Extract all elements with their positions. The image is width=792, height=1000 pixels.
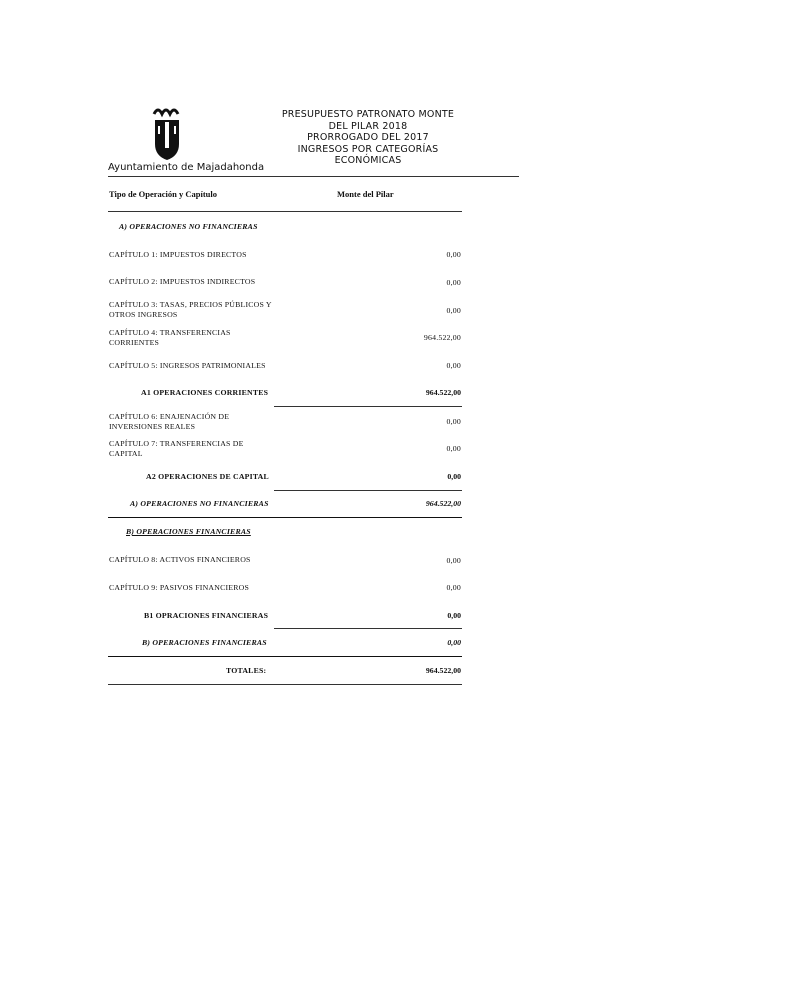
table-row-value: 0,00: [446, 583, 461, 592]
total-b-value: 0,00: [447, 638, 461, 647]
table-row-value: 0,00: [446, 250, 461, 259]
title-line: ECONÓMICAS: [334, 155, 402, 166]
table-row-label: CAPÍTULO 2: IMPUESTOS INDIRECTOS: [109, 277, 256, 286]
table-row-label: CAPÍTULO 4: TRANSFERENCIAS CORRIENTES: [109, 328, 231, 347]
table-row-value: 0,00: [446, 556, 461, 565]
column-header-divider: [108, 211, 462, 212]
column-header-type: Tipo de Operación y Capítulo: [109, 189, 217, 199]
grand-total-label: TOTALES:: [226, 666, 267, 675]
title-line: DEL PILAR 2018: [328, 120, 408, 132]
subtotal-a2-value: 0,00: [447, 472, 461, 481]
table-row-value: 964.522,00: [423, 333, 461, 342]
table-row-label: CAPÍTULO 6: ENAJENACIÓN DE INVERSIONES REALES: [109, 412, 230, 431]
section-a-heading: A) OPERACIONES NO FINANCIERAS: [119, 222, 258, 231]
table-row-label: CAPÍTULO 1: IMPUESTOS DIRECTOS: [109, 250, 247, 259]
table-row-label: CAPÍTULO 5: INGRESOS PATRIMONIALES: [109, 361, 266, 370]
section-divider: [108, 517, 462, 518]
title-line: PRORROGADO DEL 2017: [307, 132, 429, 143]
title-line: INGRESOS POR CATEGORÍAS: [297, 143, 439, 155]
subtotal-b1-label: B1 OPRACIONES FINANCIERAS: [144, 611, 269, 620]
table-row-value: 0,00: [446, 417, 461, 426]
section-divider: [108, 656, 462, 657]
majadahonda-crest-logo: [150, 106, 184, 160]
document-title: [268, 109, 468, 167]
subtotal-divider: [274, 406, 462, 407]
total-a-label: A) OPERACIONES NO FINANCIERAS: [130, 499, 269, 508]
table-row-label: CAPÍTULO 8: ACTIVOS FINANCIEROS: [109, 555, 251, 564]
table-row-label: CAPÍTULO 7: TRANSFERENCIAS DE CAPITAL: [109, 439, 244, 458]
column-header-entity: Monte del Pilar: [337, 189, 394, 199]
subtotal-a1-value: 964.522,00: [425, 388, 461, 397]
total-a-value: 964.522,00: [425, 499, 461, 508]
subtotal-b1-value: 0,00: [447, 611, 461, 620]
table-bottom-rule: [108, 684, 462, 685]
subtotal-a1-label: A1 OPERACIONES CORRIENTES: [141, 388, 269, 397]
grand-total-value: 964.522,00: [425, 666, 461, 675]
organization-name: Ayuntamiento de Majadahonda: [108, 162, 265, 173]
total-b-label: B) OPERACIONES FINANCIERAS: [142, 638, 267, 647]
table-row-value: 0,00: [446, 444, 461, 453]
header-divider: [108, 176, 519, 177]
table-row-label: CAPÍTULO 9: PASIVOS FINANCIEROS: [109, 583, 249, 592]
subtotal-divider: [274, 628, 462, 629]
table-row-value: 0,00: [446, 306, 461, 315]
table-row-value: 0,00: [446, 361, 461, 370]
subtotal-a2-label: A2 OPERACIONES DE CAPITAL: [146, 472, 269, 481]
table-row-value: 0,00: [446, 278, 461, 287]
subtotal-divider: [274, 490, 462, 491]
title-line: PRESUPUESTO PATRONATO MONTE: [281, 109, 455, 120]
section-b-heading: B) OPERACIONES FINANCIERAS: [126, 527, 251, 536]
table-row-label: CAPÍTULO 3: TASAS, PRECIOS PÚBLICOS Y OTROS INGRESOS: [109, 300, 272, 319]
